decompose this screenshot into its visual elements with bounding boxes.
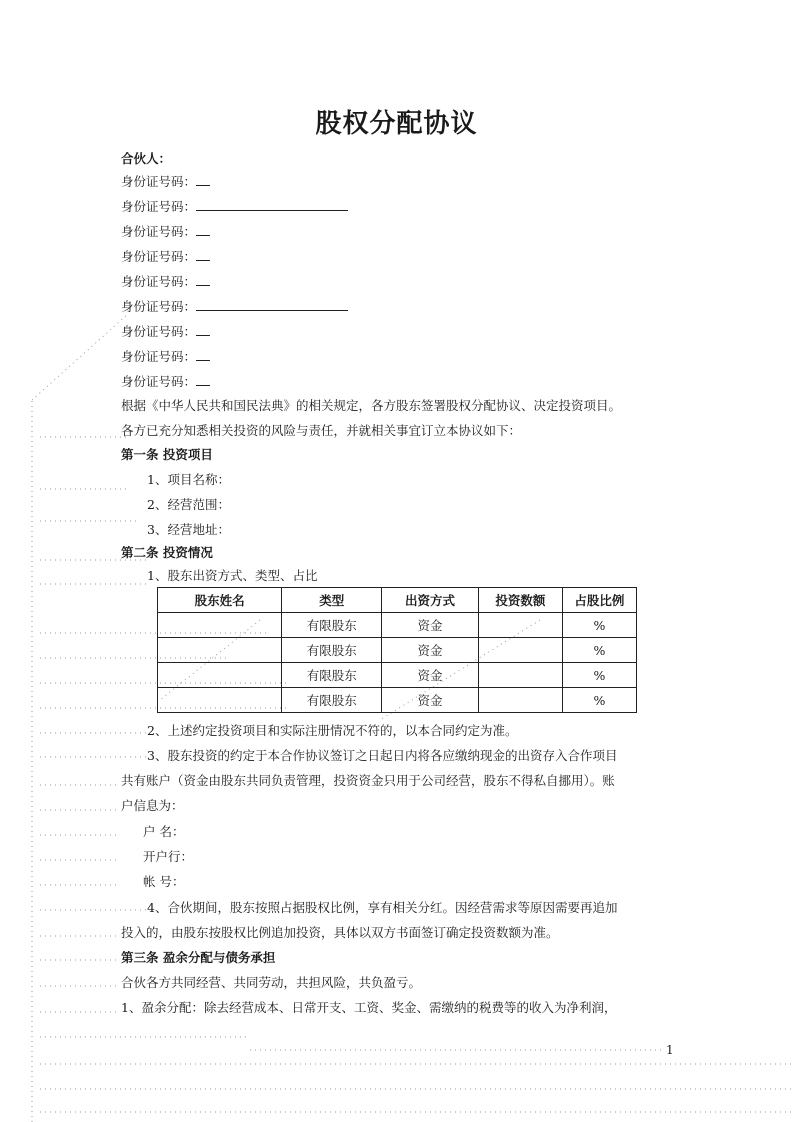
id-line-7: [121, 323, 210, 340]
id-line-4: [121, 248, 210, 265]
id-blank: [196, 273, 210, 286]
id-line-6: [121, 298, 348, 315]
article-3-line-1: 合伙各方共同经营、共同劳动，共担风险，共负盈亏。: [121, 975, 422, 990]
id-blank: [196, 248, 210, 261]
intro-line-2: 各方已充分知悉相关投资的风险与责任，并就相关事宜订立本协议如下：: [121, 423, 522, 438]
document-title: 股权分配协议: [315, 109, 478, 139]
article-2-item-1: 1、股东出资方式、类型、占比: [147, 568, 318, 583]
id-line-8: [121, 348, 210, 365]
id-label: 身份证号码：: [121, 174, 197, 189]
account-name-label: 户 名：: [143, 824, 185, 839]
id-line-9: [121, 373, 210, 390]
id-blank: [196, 348, 210, 361]
id-label: 身份证号码：: [121, 324, 197, 339]
table-cell: 有限股东: [282, 638, 382, 663]
account-bank-label: 开户行：: [143, 849, 194, 864]
table-cell: [158, 688, 282, 713]
table-cell: %: [562, 663, 636, 688]
table-cell: [478, 688, 562, 713]
id-blank: [196, 323, 210, 336]
column-header: 投资数额: [478, 588, 562, 613]
page-number: 1: [666, 1043, 674, 1057]
id-label: 身份证号码：: [121, 249, 197, 264]
table-cell: 资金: [382, 688, 479, 713]
id-blank: [196, 373, 210, 386]
table-row: [158, 613, 637, 638]
article-2-item-2: 2、上述约定投资项目和实际注册情况不符的，以本合同约定为准。: [147, 723, 518, 738]
id-blank: [196, 298, 348, 311]
id-blank: [196, 223, 210, 236]
partners-label: 合伙人：: [121, 151, 172, 166]
table-row: [158, 663, 637, 688]
table-cell: [158, 663, 282, 688]
column-header: 出资方式: [382, 588, 479, 613]
id-label: 身份证号码：: [121, 199, 197, 214]
table-cell: 有限股东: [282, 688, 382, 713]
investment-table: [157, 587, 637, 713]
table-cell: [478, 638, 562, 663]
id-label: 身份证号码：: [121, 349, 197, 364]
article-2-item-3-line-2: 共有账户（资金由股东共同负责管理，投资资金只用于公司经营，股东不得私自挪用）。账: [121, 773, 615, 788]
table-row: [158, 688, 637, 713]
table-cell: %: [562, 638, 636, 663]
table-header-row: [158, 588, 637, 613]
table-cell: [478, 613, 562, 638]
id-label: 身份证号码：: [121, 224, 197, 239]
column-header: 类型: [282, 588, 382, 613]
table-cell: [478, 663, 562, 688]
article-3-line-2: 1、盈余分配：除去经营成本、日常开支、工资、奖金、需缴纳的税费等的收入为净利润，: [121, 1000, 617, 1015]
table-cell: 资金: [382, 663, 479, 688]
article-2-item-3-line-1: 3、股东投资的约定于本合作协议签订之日起日内将各应缴纳现金的出资存入合作项目: [147, 748, 618, 763]
id-line-1: [121, 173, 210, 190]
article-2-item-3-line-3: 户信息为：: [121, 798, 184, 813]
article-1-item: 3、经营地址：: [147, 522, 230, 537]
column-header: 占股比例: [562, 588, 636, 613]
table-cell: 有限股东: [282, 663, 382, 688]
table-cell: [158, 613, 282, 638]
account-number-label: 帐 号：: [143, 874, 185, 889]
id-line-3: [121, 223, 210, 240]
id-line-5: [121, 273, 210, 290]
table-cell: %: [562, 688, 636, 713]
id-label: 身份证号码：: [121, 274, 197, 289]
id-line-2: [121, 198, 348, 215]
article-2-heading: 第二条 投资情况: [121, 545, 213, 560]
id-label: 身份证号码：: [121, 299, 197, 314]
id-blank: [196, 198, 348, 211]
table-cell: 有限股东: [282, 613, 382, 638]
table-cell: [158, 638, 282, 663]
column-header: 股东姓名: [158, 588, 282, 613]
intro-line-1: 根据《中华人民共和国民法典》的相关规定，各方股东签署股权分配协议、决定投资项目。: [121, 398, 622, 413]
table-cell: 资金: [382, 613, 479, 638]
table-cell: %: [562, 613, 636, 638]
article-1-heading: 第一条 投资项目: [121, 447, 213, 462]
article-1-item: 1、项目名称：: [147, 472, 230, 487]
table-row: [158, 638, 637, 663]
article-2-item-4-line-1: 4、合伙期间，股东按照占据股权比例，享有相关分红。因经营需求等原因需要再追加: [147, 900, 618, 915]
table-cell: 资金: [382, 638, 479, 663]
article-2-item-4-line-2: 投入的，由股东按股权比例追加投资，具体以双方书面签订确定投资数额为准。: [121, 925, 559, 940]
id-label: 身份证号码：: [121, 374, 197, 389]
article-3-heading: 第三条 盈余分配与债务承担: [121, 950, 276, 965]
article-1-item: 2、经营范围：: [147, 497, 230, 512]
id-blank: [196, 173, 210, 186]
